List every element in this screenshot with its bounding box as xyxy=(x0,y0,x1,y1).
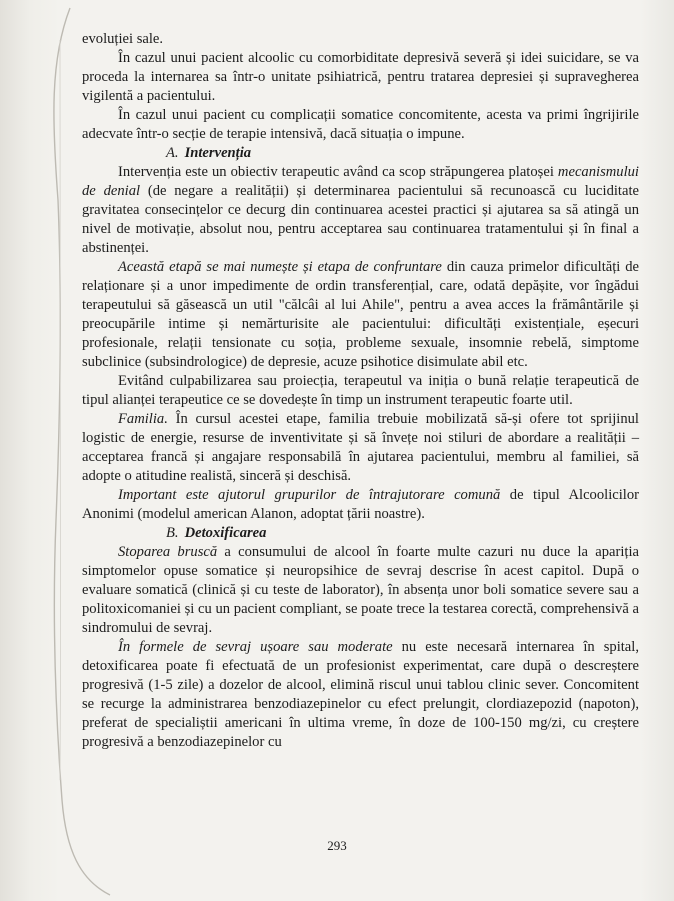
section-heading-b xyxy=(82,524,639,543)
paragraph xyxy=(82,638,639,752)
italic-run: În formele de sevraj ușoare sau moderate xyxy=(118,639,393,655)
paragraph xyxy=(82,258,639,372)
text-run: În cursul acestei etape, familia trebuie mobilizată să-și ofere tot sprijinul logistic de energie, resurse de inventivitate și să învețe noi stiluri de abordare a realității – acceptarea francă și angajare responsabilă în ajutarea pacientului, membru al familiei, să adopte o atitudine realistă, sinceră și deschisă. xyxy=(82,411,639,484)
section-number: A. xyxy=(166,145,179,161)
paragraph: Evitând culpabilizarea sau proiecția, terapeutul va iniția o bună relație terapeutică de tipul alianței terapeutice ce se dovedește în timp un instrument terapeutic foarte util. xyxy=(82,373,639,408)
section-title: Intervenția xyxy=(184,145,252,161)
italic-run: mecanismului de denial xyxy=(82,164,639,199)
text-run: (de negare a realității) și determinarea pacientului să recunoască cu luciditate gravitatea consecințelor ce decurg din continuarea acestei practici și ajutarea sa să atingă un nivel de motivație, absolut nou, pentru acceptarea sau continuarea tratamentului și în final a abstinenței. xyxy=(82,183,639,256)
page-number: 293 xyxy=(327,838,347,853)
paragraph xyxy=(82,163,639,258)
italic-run: Important este ajutorul grupurilor de întrajutorare comună xyxy=(118,487,501,503)
italic-run: Familia. xyxy=(118,411,168,427)
section-number: B. xyxy=(166,525,179,541)
text-run: din cauza primelor dificultăți de relaționare și a unor impedimente de ordin transferențial, care, odată depășite, vor îngădui terapeutului să găsească un util "călcâi al lui Ahile", pentru a avea acces la frământările și preocupările intime și nemărturisite ale pacientului: dificultăți existențiale, eșecuri profesionale, relații tensionate cu soția, probleme sexuale, insomnie rebelă, simptome subclinice (subsindrologice) de depresie, acuze psihotice disimulate abil etc. xyxy=(82,259,639,370)
text-run: nu este necesară internarea în spital, detoxificarea poate fi efectuată de un profesionist experimentat, care după o descreștere progresivă (1-5 zile) a dozelor de alcool, elimină riscul unui tablou clinic sever. Concomitent se recurge la administrarea benzodiazepinelor cu efect prelungit, clordiazepozid (napoton), preferat de specialiștii americani în ultima vreme, în doze de 100-150 mg/zi, cu creștere progresivă a benzodiazepinelor cu xyxy=(82,639,639,750)
paragraph: În cazul unui pacient cu complicații somatice concomitente, acesta va primi îngrijirile adecvate într-o secție de terapie intensivă, dacă situația o impune. xyxy=(82,107,639,142)
section-heading-a xyxy=(82,144,639,163)
section-title: Detoxificarea xyxy=(184,525,267,541)
text-run: Intervenția este un obiectiv terapeutic având ca scop străpungerea platoșei xyxy=(118,164,558,180)
italic-run: Stoparea bruscă xyxy=(118,544,218,560)
paragraph xyxy=(82,486,639,524)
text-run: de tipul Alcoolicilor Anonimi (modelul american Alanon, adoptat țării noastre). xyxy=(82,487,639,522)
text-run: a consumului de alcool în foarte multe cazuri nu duce la apariția simptomelor opuse somatice și neuropsihice de sevraj descrise în acest capitol. După o evaluare somatică (clinică și cu teste de laborator), în absența unor boli somatice severe sau a politoxicomaniei și cu un pacient compliant, se poate trece la testarea corectă, comprehensivă a sindromului de sevraj. xyxy=(82,544,640,636)
italic-run: Această etapă se mai numește și etapa de confruntare xyxy=(118,259,442,275)
paragraph xyxy=(82,543,639,638)
paragraph xyxy=(82,410,639,486)
page-body xyxy=(82,30,639,752)
paragraph: evoluției sale. xyxy=(82,31,164,47)
paragraph: În cazul unui pacient alcoolic cu comorbiditate depresivă severă și idei suicidare, se va proceda la internarea sa într-o unitate psihiatrică, pentru tratarea depresiei și supravegherea vigilentă a pacientului. xyxy=(82,50,639,104)
